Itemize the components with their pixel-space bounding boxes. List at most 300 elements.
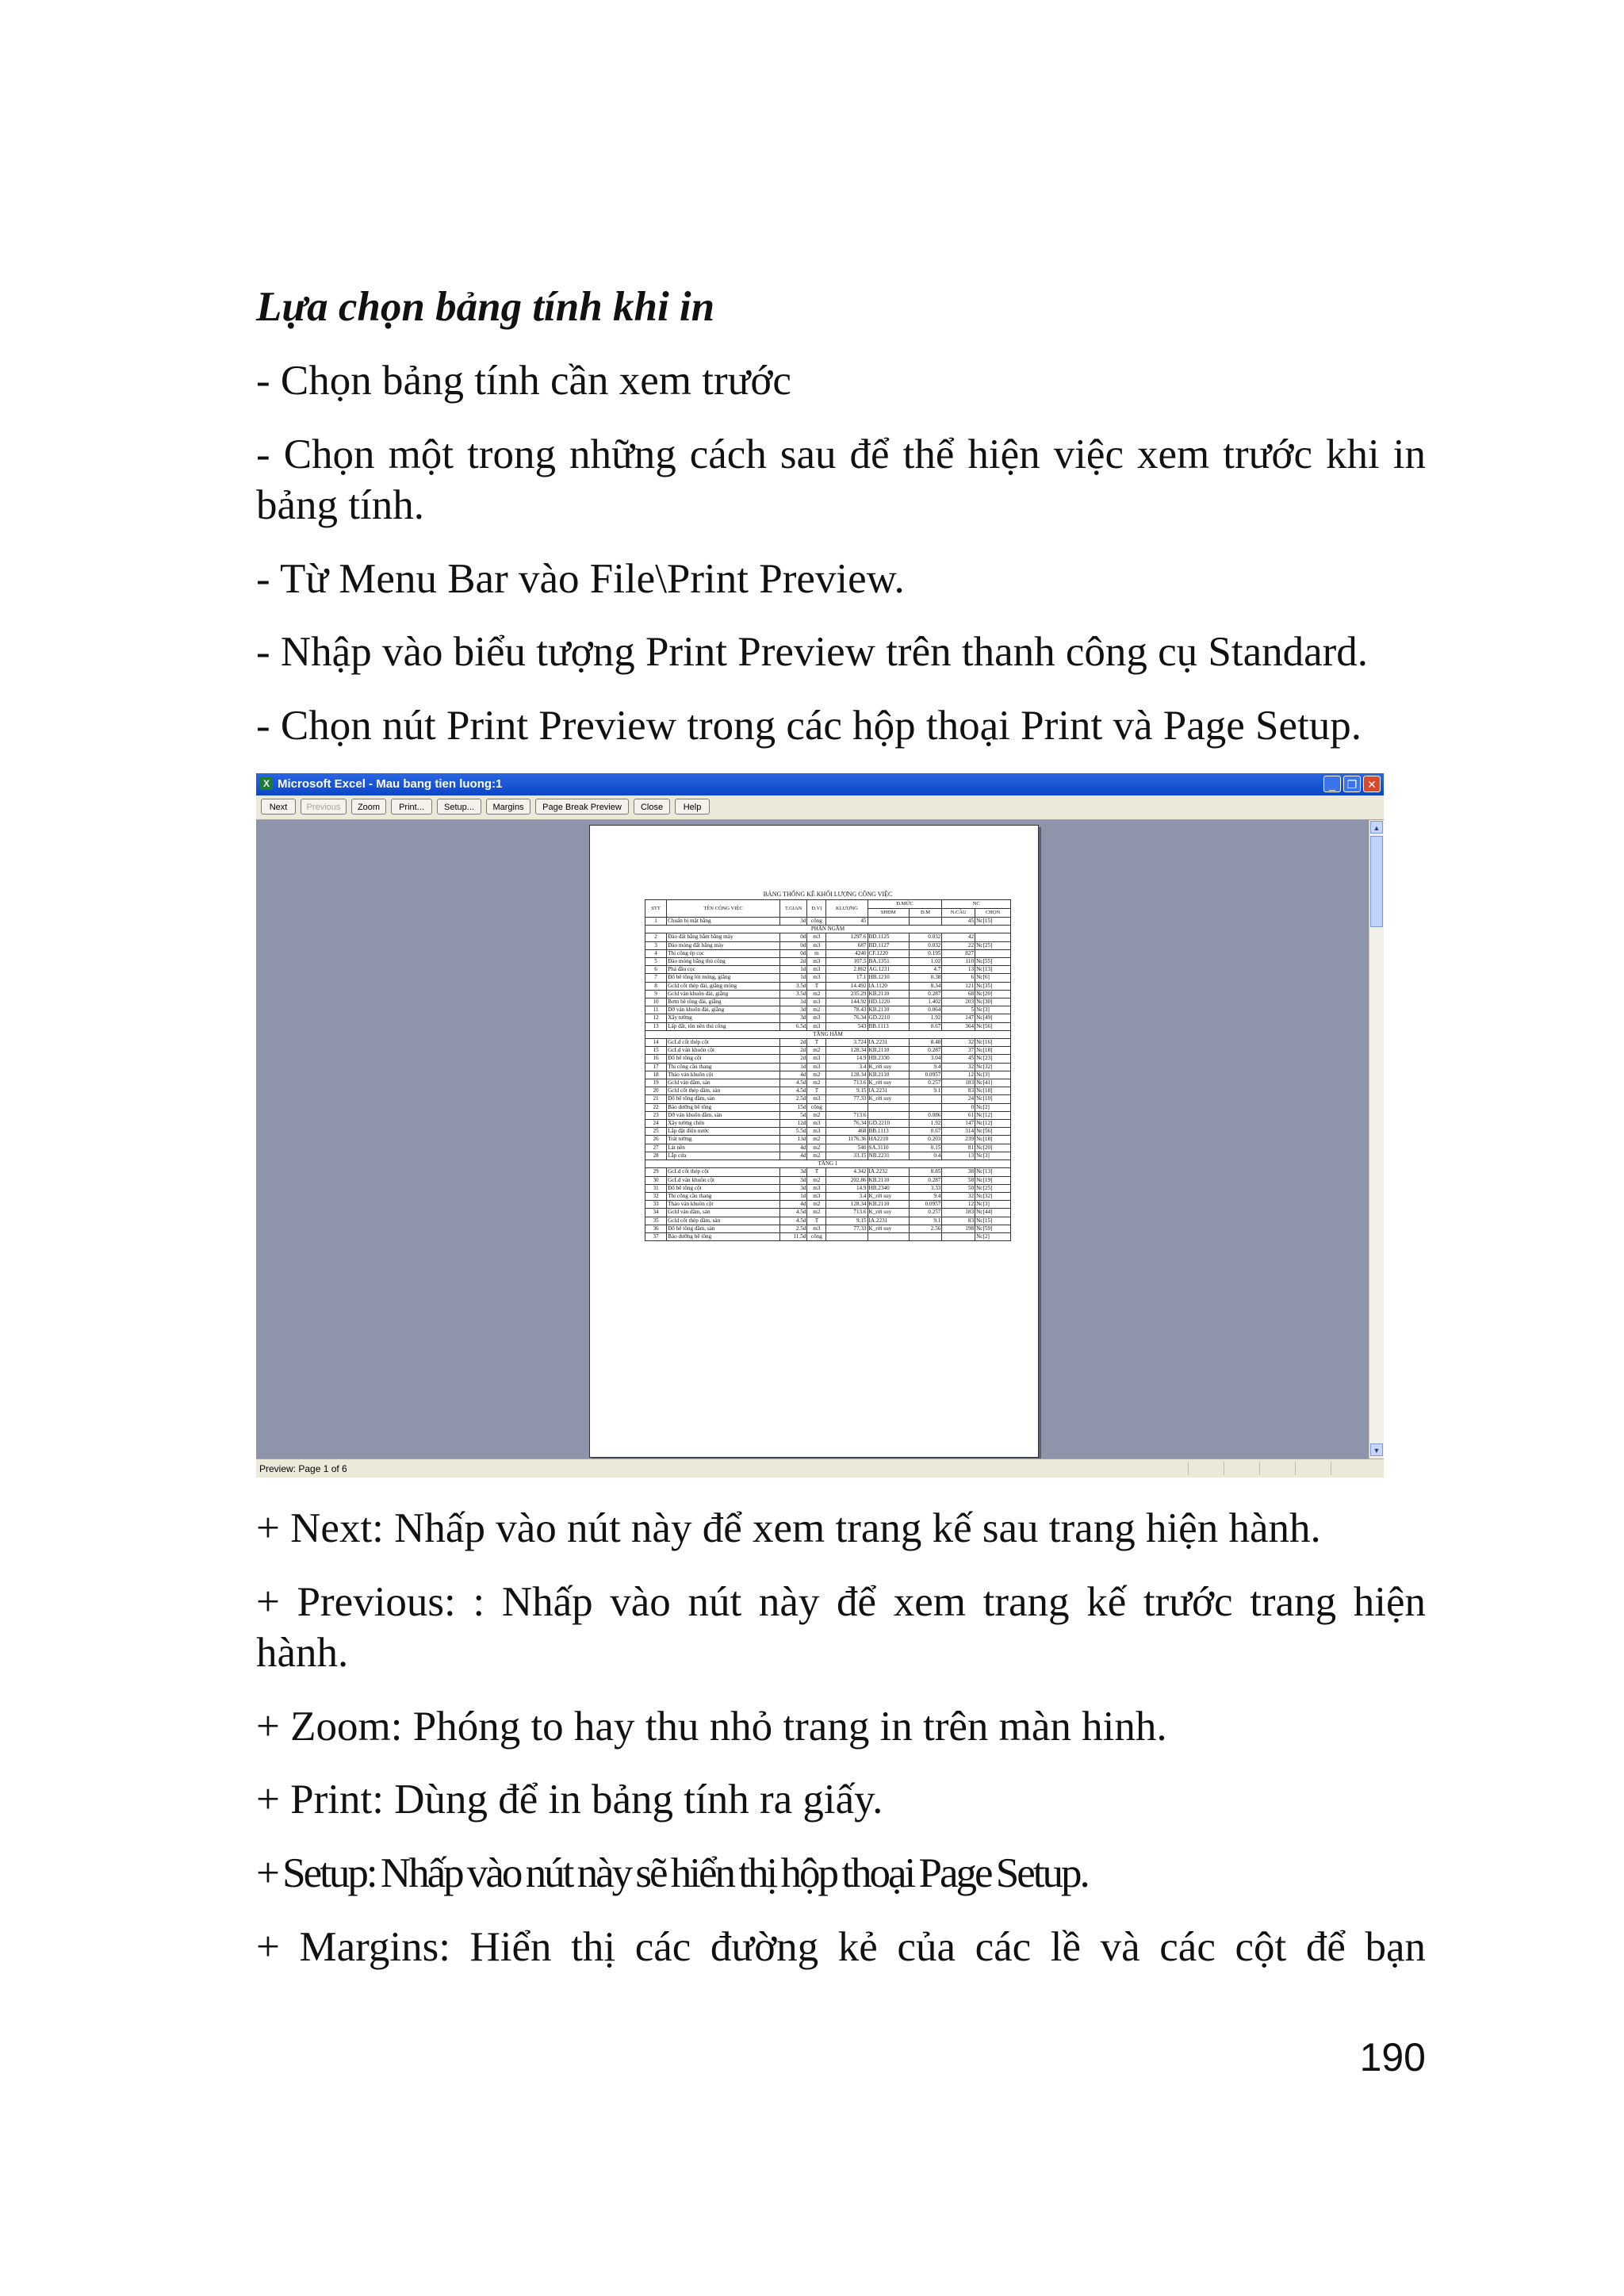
table-cell [826,1232,868,1240]
table-cell: Nc[12] [975,1120,1011,1128]
table-cell: 21 [645,1095,667,1103]
table-cell: 9.15 [826,1087,868,1095]
close-button[interactable]: Close [634,799,670,815]
table-cell: T [807,1087,826,1095]
table-cell: Tháo ván khuôn cột [667,1201,780,1209]
table-cell: Thi công cầu thang [667,1063,780,1071]
table-cell: K_rời suy [868,1095,909,1103]
table-cell: m3 [807,933,826,941]
table-cell: 9.1 [909,1087,942,1095]
table-cell: 24 [645,1120,667,1128]
header-dmuc: Đ.MỨC [868,900,942,909]
table-row [645,941,1011,949]
table-cell: 4.5d [779,1079,806,1087]
table-cell: 0.0957 [909,1201,942,1209]
table-row [645,933,1011,941]
table-row [645,1039,1011,1047]
table-cell: 14.492 [826,982,868,990]
table-cell: KB.2110 [868,1071,909,1079]
preview-page[interactable] [589,825,1039,1458]
section-row [645,1030,1011,1038]
table-row [645,1168,1011,1176]
table-cell: 15d [779,1103,806,1111]
table-cell: 0.287 [909,990,942,998]
step-1: - Chọn bảng tính cần xem trước [256,358,791,404]
table-cell: 58 [942,1176,975,1184]
table-cell: 12 [942,1071,975,1079]
header-stt: STT [645,900,667,918]
table-cell: 50 [942,1184,975,1192]
table-cell: Nc[15] [975,918,1011,926]
vertical-scrollbar[interactable] [1369,820,1384,1458]
table-cell: 4 [645,949,667,957]
table-cell: 1.02 [909,958,942,966]
table-cell: 0.38 [909,974,942,982]
table-cell [868,918,909,926]
table-row [645,990,1011,998]
header-ten: TÊN CÔNG VIỆC [667,900,780,918]
table-cell: m2 [807,1079,826,1087]
table-cell: 0.203 [909,1136,942,1144]
table-cell: 14.9 [826,1055,868,1063]
table-cell: HD.1220 [868,999,909,1006]
table-cell: 78.43 [826,1006,868,1014]
table-cell: 3d [779,1168,806,1176]
table-row [645,1063,1011,1071]
table-cell: m3 [807,1014,826,1022]
table-cell: 15 [645,1047,667,1055]
table-row [645,1055,1011,1063]
table-cell: 1d [779,966,806,974]
header-tgian: T.GIAN [779,900,806,918]
table-row [645,1014,1011,1022]
table-cell: Nc[56] [975,1128,1011,1136]
table-cell: IA.2232 [868,1168,909,1176]
table-cell: 2d [779,1047,806,1055]
table-cell: Lắp đặt điện nước [667,1128,780,1136]
table-cell: Đổ bê tông cột [667,1184,780,1192]
table-cell: 0.0957 [909,1071,942,1079]
table-cell: 1176.36 [826,1136,868,1144]
step-3: - Từ Menu Bar vào File\Print Preview. [256,556,905,602]
status-cell [1224,1462,1256,1475]
table-cell: 77.33 [826,1095,868,1103]
table-cell: 9 [645,990,667,998]
table-cell: 183 [942,1209,975,1217]
table-row [645,1152,1011,1159]
table-cell: công [807,918,826,926]
table-cell: 3.4 [826,1063,868,1071]
table-row [645,1184,1011,1192]
table-cell: HB.2330 [868,1055,909,1063]
table-cell: Nc[10] [975,1095,1011,1103]
table-cell: Thi công ép cọc [667,949,780,957]
table-cell: BB.1113 [868,1022,909,1030]
table-cell: 9.1 [909,1217,942,1225]
table-cell: 3.04 [909,1055,942,1063]
table-cell: m3 [807,1055,826,1063]
table-cell: Nc[18] [975,1047,1011,1055]
table-cell: 12 [942,1201,975,1209]
table-cell: 13 [942,966,975,974]
step-2: - Chọn một trong những cách sau để thể hiện việc xem trước khi in bảng tính. [256,431,1426,528]
header-dvi: Đ.VỊ [807,900,826,918]
table-row [645,982,1011,990]
table-cell: Đào đất bằng bằm bằng máy [667,933,780,941]
table-cell: m3 [807,1128,826,1136]
table-cell: 10 [645,999,667,1006]
table-row [645,918,1011,926]
table-cell: Dỡ ván khuôn đài, giằng [667,1006,780,1014]
table-cell: 3.724 [826,1039,868,1047]
table-cell: Nc[44] [975,1209,1011,1217]
table-cell: 61 [942,1111,975,1119]
table-cell: T [807,982,826,990]
table-cell: 6 [942,974,975,982]
table-cell: Gcld ván khuôn đài, giằng [667,990,780,998]
note-print: + Print: Dùng để in bảng tính ra giấy. [256,1777,883,1823]
table-cell: 6 [645,966,667,974]
table-cell: 12d [779,1120,806,1128]
zoom-button[interactable]: Zoom [351,799,386,815]
table-cell: m2 [807,1071,826,1079]
restore-button[interactable]: ❐ [1343,776,1361,792]
table-cell: Nc[25] [975,1184,1011,1192]
table-cell: 32 [942,1192,975,1200]
table-cell: 17.1 [826,974,868,982]
table-cell: 83 [942,1087,975,1095]
table-cell: SA.3110 [868,1144,909,1152]
table-cell: 202.86 [826,1176,868,1184]
table-cell: 2.862 [826,966,868,974]
table-cell: 29 [645,1168,667,1176]
table-cell: Nc[13] [975,966,1011,974]
sheet-title: BẢNG THỐNG KÊ KHỐI LƯỢNG CÔNG VIỆC [763,891,893,898]
worksheet [645,889,1011,1241]
table-cell: 16 [645,1055,667,1063]
table-cell: 8.85 [909,1168,942,1176]
table-cell: Thi công cầu thang [667,1192,780,1200]
table-cell: 33.15 [826,1152,868,1159]
table-cell: 713.6 [826,1111,868,1119]
table-cell: HB.1210 [868,974,909,982]
setup-button[interactable]: Setup... [437,799,481,815]
table-cell: 121 [942,982,975,990]
preview-toolbar [256,795,1384,820]
page-break-preview-button[interactable]: Page Break Preview [535,799,629,815]
table-cell: 713.6 [826,1209,868,1217]
minimize-button[interactable]: _ [1323,776,1341,792]
table-row [645,949,1011,957]
table-cell: 8.34 [909,982,942,990]
table-cell: 38 [942,1168,975,1176]
step-4: - Nhập vào biểu tượng Print Preview trên thanh công cụ Standard. [256,629,1369,675]
table-cell: Nc[13] [975,1168,1011,1176]
table-cell: 364 [942,1022,975,1030]
table-cell: 0.257 [909,1079,942,1087]
table-row [645,1022,1011,1030]
table-cell: m3 [807,1063,826,1071]
table-cell: 13d [779,1136,806,1144]
table-cell: GD.2210 [868,1120,909,1128]
table-cell: K_rời suy [868,1225,909,1232]
table-cell [868,1103,909,1111]
table-cell: 7 [645,974,667,982]
table-cell: Nc[35] [975,982,1011,990]
table-cell: KB.2110 [868,990,909,998]
table-cell: m2 [807,1201,826,1209]
table-cell [975,949,1011,957]
table-cell: K_rời suy [868,1192,909,1200]
table-cell: m3 [807,1022,826,1030]
table-cell: 33 [645,1201,667,1209]
section-label: TẦNG 1 [645,1160,1011,1168]
table-cell: m2 [807,1006,826,1014]
table-cell [826,1103,868,1111]
table-cell: m2 [807,1047,826,1055]
note-zoom: + Zoom: Phóng to hay thu nhỏ trang in trên màn hinh. [256,1704,1167,1750]
margins-button[interactable]: Margins [486,799,530,815]
table-cell: m2 [807,1111,826,1119]
table-cell: BD.1127 [868,941,909,949]
table-cell: 713.6 [826,1079,868,1087]
table-cell: Bảo dưỡng bê tông [667,1103,780,1111]
table-cell: Trát tường [667,1136,780,1144]
table-cell: 0.67 [909,1128,942,1136]
table-row [645,1225,1011,1232]
window-title: Microsoft Excel - Mau bang tien luong:1 [278,777,503,791]
table-cell [909,1103,942,1111]
table-row [645,1111,1011,1119]
table-cell: m3 [807,1184,826,1192]
table-cell: 0.287 [909,1176,942,1184]
table-cell [942,1232,975,1240]
table-row [645,966,1011,974]
previous-button[interactable]: Previous [301,799,347,815]
table-cell: 235.29 [826,990,868,998]
table-cell: 37 [645,1232,667,1240]
table-cell: Nc[49] [975,1014,1011,1022]
table-cell: 147 [942,1120,975,1128]
table-cell: 5.5d [779,1128,806,1136]
table-cell: 32 [645,1192,667,1200]
table-cell: 2.5d [779,1095,806,1103]
table-cell: 128.34 [826,1047,868,1055]
status-cell [1295,1462,1327,1475]
table-cell [909,918,942,926]
table-cell: T [807,1217,826,1225]
table-cell: 198 [942,1225,975,1232]
status-cell [1331,1462,1363,1475]
table-cell: 543 [826,1022,868,1030]
table-cell: 2d [779,958,806,966]
table-row [645,1071,1011,1079]
status-cell [1259,1462,1292,1475]
table-cell: 0.4 [909,1152,942,1159]
table-cell: GcLd cốt thép cột [667,1168,780,1176]
table-cell: 35 [645,1217,667,1225]
table-cell: m2 [807,1152,826,1159]
table-cell: 110 [942,958,975,966]
table-row [645,1232,1011,1240]
table-cell: 3.33 [909,1184,942,1192]
table-cell: 1297.6 [826,933,868,941]
table-cell: 0.67 [909,1022,942,1030]
table-cell: 1.402 [909,999,942,1006]
table-cell: Nc[32] [975,1192,1011,1200]
table-cell: Nc[12] [975,1111,1011,1119]
table-cell: 45 [942,918,975,926]
table-cell: m3 [807,1120,826,1128]
table-row [645,1006,1011,1014]
table-cell: 19 [645,1079,667,1087]
table-cell: 147 [942,1014,975,1022]
page-number: 190 [1359,2035,1426,2079]
table-cell: AG.1231 [868,966,909,974]
table-cell: Nc[3] [975,1152,1011,1159]
table-cell: 128.34 [826,1071,868,1079]
table-cell: Nc[25] [975,941,1011,949]
table-cell: 314 [942,1128,975,1136]
table-cell: K_rời suy [868,1063,909,1071]
header-kluong: KLƯỢNG [826,900,868,918]
table-cell: Nc[3] [975,1071,1011,1079]
table-cell: 81 [942,1144,975,1152]
table-cell: 36 [645,1225,667,1232]
table-cell: Nc[18] [975,1136,1011,1144]
next-button[interactable]: Next [261,799,296,815]
table-cell: GcLd ván khuôn cột [667,1176,780,1184]
table-cell: công [807,1103,826,1111]
table-cell: Xây tường chèn [667,1120,780,1128]
table-cell: 34 [645,1209,667,1217]
table-cell: 3d [779,918,806,926]
table-cell: Đổ bê tông dầm, sàn [667,1225,780,1232]
table-row [645,1087,1011,1095]
table-row [645,1136,1011,1144]
table-cell: m2 [807,1144,826,1152]
table-cell: KB.2110 [868,1006,909,1014]
table-cell: 77.33 [826,1225,868,1232]
table-cell: 8.48 [909,1039,942,1047]
table-row [645,1079,1011,1087]
table-cell: Nc[56] [975,1022,1011,1030]
table-cell: IA.2231 [868,1087,909,1095]
table-cell: BA.1351 [868,958,909,966]
table-cell: 540 [826,1144,868,1152]
table-cell: Bơm bê tông đài, giằng [667,999,780,1006]
table-cell: 687 [826,941,868,949]
table-cell: 3d [779,1014,806,1022]
table-cell [868,1232,909,1240]
table-cell: Gcld cốt thép dầm, sàn [667,1217,780,1225]
print-button[interactable]: Print... [391,799,432,815]
table-cell: Nc[20] [975,1144,1011,1152]
table-cell: 20 [645,1087,667,1095]
table-cell: T [807,1168,826,1176]
table-cell: 4d [779,1152,806,1159]
table-cell: 76.34 [826,1120,868,1128]
table-cell: m [807,949,826,957]
table-cell: Tháo ván khuôn cột [667,1071,780,1079]
table-cell: 4.5d [779,1217,806,1225]
table-cell: 25 [645,1128,667,1136]
table-row [645,1176,1011,1184]
help-button[interactable]: Help [675,799,710,815]
table-cell: Lát nền [667,1144,780,1152]
header-nc: NC [942,900,1011,909]
table-cell: Gcld ván dầm, sàn [667,1079,780,1087]
table-cell: Nc[16] [975,1039,1011,1047]
table-cell: 23 [645,1111,667,1119]
table-cell: Lắp cửa [667,1152,780,1159]
table-cell: m3 [807,999,826,1006]
table-cell: m2 [807,1176,826,1184]
note-setup: + Setup: Nhấp vào nút này sẽ hiển thị hộp thoại Page Setup. [256,1850,1088,1896]
table-cell: Đào móng bằng thủ công [667,958,780,966]
table-cell: CF.1220 [868,949,909,957]
table-cell: m3 [807,958,826,966]
table-cell: KB.2110 [868,1176,909,1184]
table-cell: Nc[41] [975,1079,1011,1087]
table-cell: Xây tường [667,1014,780,1022]
close-window-button[interactable]: ✕ [1363,776,1381,792]
header-shdm: SHĐM [868,909,909,918]
table-cell: 3.5d [779,990,806,998]
section-label: PHẦN NGẦM [645,926,1011,933]
scroll-up-icon[interactable]: ▲ [1370,821,1383,834]
table-cell: 14.9 [826,1184,868,1192]
table-cell: 2.56 [909,1225,942,1232]
table-cell: 45 [942,1055,975,1063]
table-cell: 107.5 [826,958,868,966]
table-cell: 0.032 [909,933,942,941]
table-cell: 827 [942,949,975,957]
table-cell: 0.086 [909,1111,942,1119]
table-cell: 5 [942,1006,975,1014]
table-cell: công [807,1232,826,1240]
scroll-down-icon[interactable]: ▼ [1370,1443,1383,1456]
table-cell: 4.342 [826,1168,868,1176]
table-cell: 17 [645,1063,667,1071]
table-cell: Gcld cốt thép dầm, sàn [667,1087,780,1095]
table-cell: 4.5d [779,1209,806,1217]
table-cell: 0 [942,1103,975,1111]
table-cell: K_rời suy [868,1079,909,1087]
table-cell: Đổ bê tông dầm, sàn [667,1095,780,1103]
table-cell: Nc[32] [975,1063,1011,1071]
table-cell: 183 [942,1079,975,1087]
table-row [645,1192,1011,1200]
scroll-thumb[interactable] [1370,836,1383,927]
table-cell: 8 [645,982,667,990]
note-margins: + Margins: Hiển thị các đường kẻ của các lề và các cột để bạn [256,1924,1426,1970]
window-titlebar[interactable] [256,773,1384,795]
table-cell: m3 [807,974,826,982]
table-cell: m3 [807,941,826,949]
table-cell: 3.5d [779,982,806,990]
table-cell: m3 [807,1225,826,1232]
table-cell: 0.195 [909,949,942,957]
table-cell: 30 [645,1176,667,1184]
header-ncau: N.CẦU [942,909,975,918]
table-cell: 26 [645,1136,667,1144]
table-cell: Dỡ ván khuôn dầm, sàn [667,1111,780,1119]
section-row [645,926,1011,933]
table-cell: K_rời suy [868,1209,909,1217]
table-cell: 68 [942,990,975,998]
table-cell: Nc[20] [975,990,1011,998]
